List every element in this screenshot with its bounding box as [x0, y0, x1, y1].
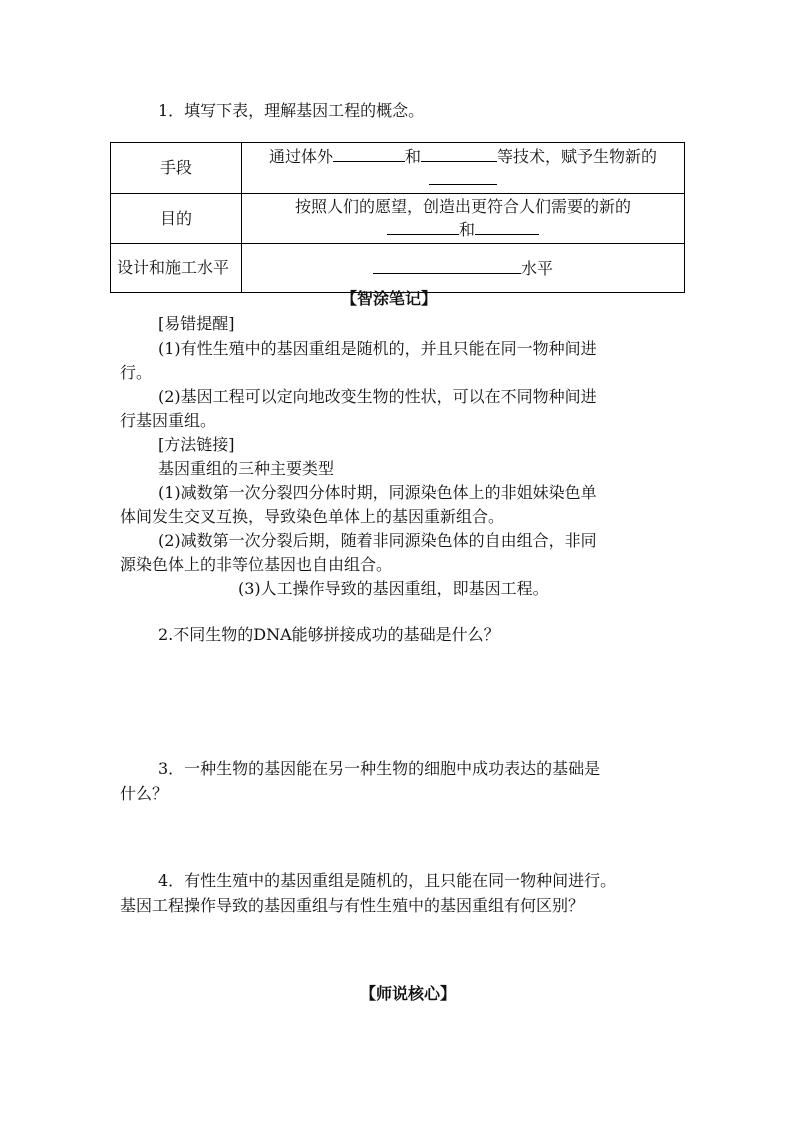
row-value-level	[242, 244, 685, 293]
method-2-line-2: 源染色体上的非等位基因也自由组合。	[120, 555, 393, 574]
method-intro: 基因重组的三种主要类型	[158, 459, 335, 478]
question-2: 2.不同生物的DNA能够拼接成功的基础是什么？	[158, 625, 500, 644]
method-3: (3)人工操作导致的基因重组，即基因工程。	[238, 579, 549, 598]
question-4-line-1: 4．有性生殖中的基因重组是随机的，且只能在同一物种间进行。	[158, 871, 617, 890]
tip-heading: [易错提醒]	[158, 314, 235, 333]
row-label-purpose: 目的	[111, 194, 242, 244]
table-row	[111, 143, 685, 194]
tip-1-line-1: (1)有性生殖中的基因重组是随机的，并且只能在同一物种间进	[158, 339, 597, 358]
tip-2-line-1: (2)基因工程可以定向地改变生物的性状，可以在不同物种间进	[158, 387, 597, 406]
row-value-means	[242, 143, 685, 194]
method-heading: [方法链接]	[158, 435, 235, 454]
core-title: 【师说核心】	[360, 984, 457, 1003]
row-label-level: 设计和施工水平	[111, 244, 242, 293]
table-row	[111, 244, 685, 293]
text-part: 和	[458, 220, 475, 239]
tip-2-line-2: 行基因重组。	[120, 411, 217, 430]
text-part: 和	[404, 147, 421, 166]
method-1-line-1: (1)减数第一次分裂四分体时期，同源染色体上的非姐妹染色单	[158, 483, 597, 502]
question-1: 1．填写下表，理解基因工程的概念。	[158, 101, 425, 120]
blank-field[interactable]	[373, 257, 521, 274]
notes-title: 【智涂笔记】	[341, 289, 438, 308]
method-1-line-2: 体间发生交叉互换，导致染色单体上的基因重新组合。	[120, 507, 505, 526]
row-label-means: 手段	[111, 143, 242, 194]
blank-field[interactable]	[475, 218, 539, 235]
blank-field[interactable]	[429, 168, 497, 185]
question-3-line-2: 什么？	[120, 784, 169, 803]
question-3-line-1: 3．一种生物的基因能在另一种生物的细胞中成功表达的基础是	[158, 759, 601, 778]
method-2-line-1: (2)减数第一次分裂后期，随着非同源染色体的自由组合，非同	[158, 531, 597, 550]
text-part: 按照人们的愿望，创造出更符合人们需要的新的	[294, 197, 631, 216]
text-part: 通过体外	[268, 147, 333, 166]
tip-1-line-2: 行。	[120, 363, 153, 382]
question-4-line-2: 基因工程操作导致的基因重组与有性生殖中的基因重组有何区别？	[120, 896, 585, 915]
blank-field[interactable]	[333, 145, 405, 162]
text-part: 水平	[520, 258, 553, 278]
row-value-purpose	[242, 194, 685, 244]
text-part: 等技术，赋予生物新的	[497, 147, 658, 166]
blank-field[interactable]	[387, 218, 459, 235]
table-row	[111, 194, 685, 244]
blank-field[interactable]	[421, 145, 497, 162]
concept-table	[110, 142, 685, 293]
